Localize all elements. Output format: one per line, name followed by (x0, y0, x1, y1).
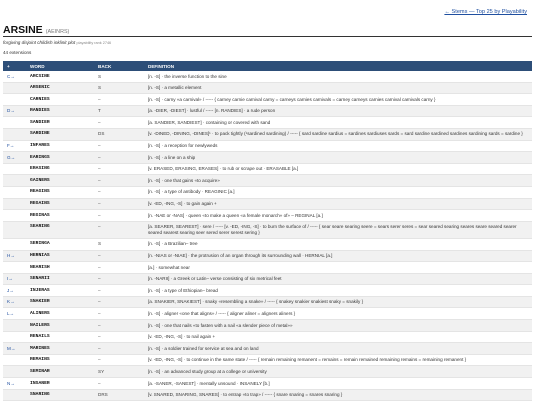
definition-cell: [a. SEARER, SEAREST] · sere / ----- [v. -ED, -ING, -S] · to burn the surface of / ----- { sear seare searing seere = sears serer seres = sear seared searing seares seare seared searer seared searest searing seer sered serer serest sering } (144, 221, 532, 238)
word-cell: SNAKIER (26, 296, 94, 308)
playability-rank: playability rank 2746 (76, 41, 112, 45)
word-cell: INFARES (26, 140, 94, 152)
definition-cell: [n. -S] · one that gains «to acquire» (144, 175, 532, 187)
hook-cell (3, 163, 26, 175)
word-cell: GAINERS (26, 175, 94, 187)
table-row (3, 250, 532, 262)
table-row (3, 378, 532, 390)
definition-cell: [n. -S] · a metallic element (144, 82, 532, 94)
table-header-row (3, 61, 532, 71)
word-cell: REGINAS (26, 210, 94, 222)
hook-cell: G→ (3, 152, 26, 164)
word-cell: SEARING (26, 221, 94, 238)
back-hook-cell: – (94, 285, 144, 297)
table-row (3, 117, 532, 129)
back-hook-cell: – (94, 296, 144, 308)
definition-cell: [n. -S] · a line on a ship (144, 152, 532, 164)
hook-cell: L→ (3, 308, 26, 320)
hook-cell (3, 175, 26, 187)
table-row (3, 308, 532, 320)
definition-cell: [v. -ED, -ING, -S] · to nail again + (144, 331, 532, 343)
back-hook-cell: – (94, 210, 144, 222)
table-row (3, 128, 532, 140)
table-row (3, 152, 532, 164)
back-hook-cell: S (94, 238, 144, 250)
table-row (3, 198, 532, 210)
definition-cell: [n. -S] · a Brazilian– tree (144, 238, 532, 250)
extensions-table (3, 61, 532, 401)
table-row (3, 320, 532, 332)
column-header-definition: DEFINITION (144, 61, 532, 71)
table-row (3, 210, 532, 222)
hook-cell (3, 94, 26, 106)
back-hook-cell: – (94, 140, 144, 152)
hook-cell (3, 128, 26, 140)
word-cell: REGAINS (26, 198, 94, 210)
table-row (3, 163, 532, 175)
table-row (3, 105, 532, 117)
back-hook-cell: – (94, 152, 144, 164)
table-row (3, 273, 532, 285)
back-hook-cell: DS (94, 128, 144, 140)
hook-cell (3, 221, 26, 238)
back-hook-cell: – (94, 94, 144, 106)
definition-cell: [n. -S] · a reception for newlyweds (144, 140, 532, 152)
table-row (3, 175, 532, 187)
definition-cell: [n. -S] · one that nails «to fasten with a nail «a slender piece of metal»» (144, 320, 532, 332)
hook-cell (3, 262, 26, 274)
table-row (3, 343, 532, 355)
hook-cell: N→ (3, 378, 26, 390)
hook-cell: J→ (3, 285, 26, 297)
definition-cell: [a. -SANER, -SANEST] · mentally unsound · INSANELY [b.] (144, 378, 532, 390)
subtitle (3, 40, 111, 45)
table-row (3, 94, 532, 106)
back-hook-cell: – (94, 343, 144, 355)
extensions-count: 44 extensions (3, 50, 32, 55)
table-row (3, 389, 532, 401)
definition-cell: [n. -NARII] · a Greek or Latin– verse consisting of six metrical feet (144, 273, 532, 285)
page-title: ARSINE (3, 24, 43, 36)
hook-cell (3, 238, 26, 250)
table-row (3, 221, 532, 238)
word-cell: MARINES (26, 343, 94, 355)
word-cell: INSANER (26, 378, 94, 390)
back-hook-cell: SY (94, 366, 144, 378)
table-row (3, 186, 532, 198)
definition-cell: [n. -S] · a soldier trained for service at sea and on land (144, 343, 532, 355)
hook-cell: K→ (3, 296, 26, 308)
hook-cell (3, 389, 26, 401)
table-row (3, 296, 532, 308)
hook-cell (3, 354, 26, 366)
definition-cell: [n. -NAE or -NAS] · queen «to make a queen «a female monarch» of» – REGINAL [a.] (144, 210, 532, 222)
back-hook-cell: – (94, 117, 144, 129)
hook-cell (3, 82, 26, 94)
word-cell: SERINGA (26, 238, 94, 250)
anagram-hint: forgiving disjoint childish inklinit plot (3, 40, 76, 45)
hook-cell (3, 198, 26, 210)
stems-top25-link[interactable]: ← Stems — Top 25 by Playability (444, 9, 527, 15)
hook-cell (3, 186, 26, 198)
back-hook-cell: DRS (94, 389, 144, 401)
definition-cell: [a. -DIER, -DIEST] · lustful / ----- [n. RANDIES] · a rude person (144, 105, 532, 117)
definition-cell: [n. -NIAS or -NIAE] · the protrusion of an organ through its surrounding wall · HERNIAL [a.] (144, 250, 532, 262)
word-cell: NAILERS (26, 320, 94, 332)
word-cell: SARDINE (26, 128, 94, 140)
word-cell: REMAINS (26, 354, 94, 366)
back-hook-cell: – (94, 186, 144, 198)
back-hook-cell: – (94, 175, 144, 187)
back-hook-cell: T (94, 105, 144, 117)
table-row (3, 238, 532, 250)
column-header-hook: + (3, 61, 26, 71)
back-hook-cell: – (94, 331, 144, 343)
word-cell: ARSENIC (26, 82, 94, 94)
word-cell: SNARING (26, 389, 94, 401)
definition-cell: [n. -S] · an advanced study group at a college or university (144, 366, 532, 378)
word-cell: NEARISH (26, 262, 94, 274)
column-header-word: WORD (26, 61, 94, 71)
definition-cell: [v. -DINED, -DINING, -DINES]¹ · to pack tightly (¹sardined sardining) / ----- { sard sardine sardius = sardines sardiuses sards = sard sardine sardined sardines sardining sards = sardine } (144, 128, 532, 140)
hook-cell (3, 117, 26, 129)
back-hook-cell: – (94, 273, 144, 285)
back-hook-cell: – (94, 308, 144, 320)
back-hook-cell: – (94, 354, 144, 366)
table-body (3, 71, 532, 401)
definition-cell: [n. -S] · the inverse function to the sine (144, 71, 532, 82)
hook-cell: F→ (3, 140, 26, 152)
definition-cell: [n. -S] · carny «a carnival» / ----- { carney carnie carnival carny = carneys carnies carnivals = carney carneys carnies carnival carnivals carny } (144, 94, 532, 106)
hook-cell (3, 210, 26, 222)
table-row (3, 71, 532, 82)
word-cell: SENARII (26, 273, 94, 285)
back-hook-cell: – (94, 378, 144, 390)
hook-cell: M→ (3, 343, 26, 355)
definition-cell: [a. SNAKIER, SNAKIEST] · snaky «resembling a snake» / ----- { snakey snakier snakiest snaky = snakily } (144, 296, 532, 308)
word-cell: SANDIER (26, 117, 94, 129)
top-navigation (444, 9, 527, 15)
word-cell: ARCSINE (26, 71, 94, 82)
definition-cell: [v. -ED, -ING, -S] · to gain again + (144, 198, 532, 210)
back-hook-cell: S (94, 71, 144, 82)
hook-cell: D→ (3, 105, 26, 117)
word-cell: RENAILS (26, 331, 94, 343)
hook-cell: H→ (3, 250, 26, 262)
hook-cell: I→ (3, 273, 26, 285)
definition-cell: [v. -ED, -ING, -S] · to continue in the same state / ----- { remain remaining remanent = remains = remain remained remaining remains = remaining remanent } (144, 354, 532, 366)
word-cell: RANDIES (26, 105, 94, 117)
definition-cell: [n. -S] · a type of antibody · REAGINIC [a.] (144, 186, 532, 198)
back-hook-cell: – (94, 198, 144, 210)
back-hook-cell: – (94, 262, 144, 274)
word-cell: SEMINAR (26, 366, 94, 378)
word-cell: INJERAS (26, 285, 94, 297)
word-cell: ERASING (26, 163, 94, 175)
back-hook-cell: – (94, 221, 144, 238)
definition-cell: [v. ERASED, ERASING, ERASES] · to rub or scrape out · ERASABLE [a.] (144, 163, 532, 175)
word-cell: EARINGS (26, 152, 94, 164)
table-row (3, 366, 532, 378)
word-cell: ALINERS (26, 308, 94, 320)
title-divider (3, 36, 532, 37)
definition-cell: [n. -S] · a type of Ethiopian– bread (144, 285, 532, 297)
hook-cell (3, 320, 26, 332)
definition-cell: [a. SANDIER, SANDIEST] · containing or covered with sand (144, 117, 532, 129)
hook-cell (3, 366, 26, 378)
table-row (3, 331, 532, 343)
word-cell: REAGINS (26, 186, 94, 198)
table-row (3, 262, 532, 274)
table-row (3, 82, 532, 94)
back-hook-cell: – (94, 250, 144, 262)
definition-cell: [n. -S] · aligner «one that aligns» / ----- { aligner aliner = aligners aliners } (144, 308, 532, 320)
word-cell: HERNIAS (26, 250, 94, 262)
alphagram-label: (AEINRS) (45, 29, 70, 35)
hook-cell: C→ (3, 71, 26, 82)
hook-cell (3, 331, 26, 343)
column-header-back: BACK (94, 61, 144, 71)
table-row (3, 285, 532, 297)
back-hook-cell: – (94, 163, 144, 175)
back-hook-cell: S (94, 82, 144, 94)
word-cell: CARNIES (26, 94, 94, 106)
table-row (3, 354, 532, 366)
definition-cell: [v. SNARED, SNARING, SNARES] · to entrap «to trap» / ----- { snare snaring = snares snaring } (144, 389, 532, 401)
table-row (3, 140, 532, 152)
back-hook-cell: – (94, 320, 144, 332)
definition-cell: [a.] · somewhat near (144, 262, 532, 274)
title-row (3, 24, 69, 36)
